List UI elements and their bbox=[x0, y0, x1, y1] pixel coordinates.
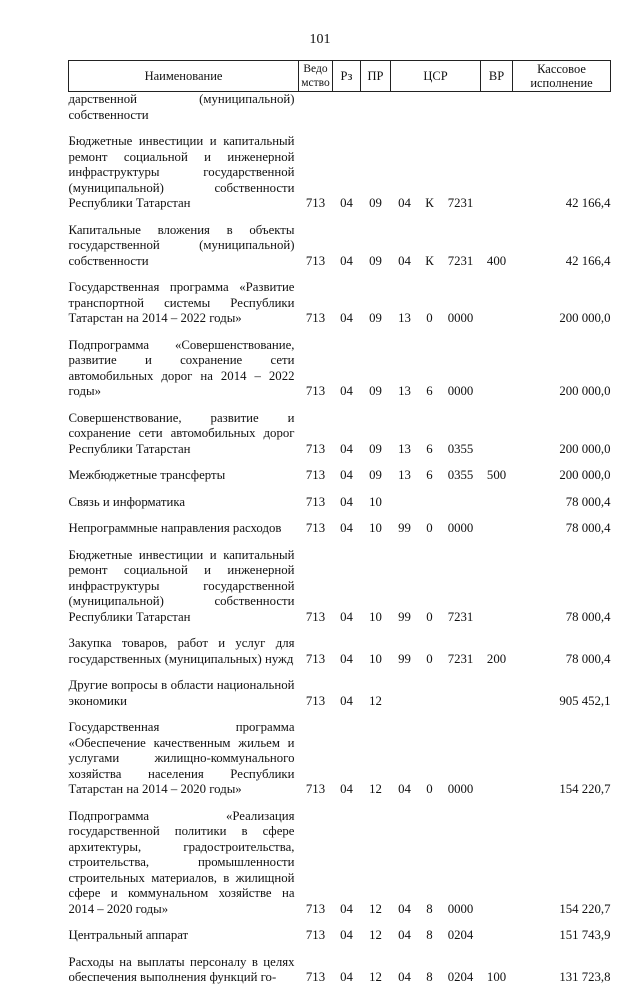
row-csr-subprogram: 6 bbox=[426, 441, 433, 456]
row-name: Совершенствование, развитие и сохранение сети автомобильных дорог Республики Татарстан bbox=[68, 410, 295, 456]
row-amount: 42 166,4 bbox=[565, 196, 611, 210]
row-vr bbox=[481, 134, 513, 217]
row-ved: 713 bbox=[305, 521, 326, 535]
row-csr-program: 99 bbox=[398, 521, 411, 535]
row-rz: 04 bbox=[340, 311, 353, 325]
row-amount: 905 452,1 bbox=[559, 693, 611, 708]
header-csr: ЦСР bbox=[391, 61, 481, 92]
row-rz: 04 bbox=[340, 521, 353, 535]
row-rz: 04 bbox=[340, 468, 353, 482]
row-amount bbox=[513, 92, 611, 129]
row-csr-program bbox=[391, 92, 419, 129]
row-amount: 154 220,7 bbox=[559, 782, 611, 796]
table-row bbox=[69, 411, 611, 463]
row-rz: 04 bbox=[340, 494, 353, 509]
table-row bbox=[69, 521, 611, 542]
table-row bbox=[69, 280, 611, 332]
table-row bbox=[69, 495, 611, 516]
row-rz: 04 bbox=[340, 651, 353, 666]
row-pr: 09 bbox=[369, 311, 382, 325]
row-name: Межбюджетные трансферты bbox=[68, 468, 226, 482]
table-header bbox=[69, 61, 611, 92]
table-row bbox=[69, 720, 611, 803]
row-ved: 713 bbox=[305, 311, 326, 325]
row-csr-subprogram: 6 bbox=[426, 384, 433, 398]
row-csr-subprogram bbox=[419, 495, 441, 516]
row-amount: 200 000,0 bbox=[559, 468, 611, 482]
row-csr-program: 13 bbox=[398, 468, 411, 482]
row-vr bbox=[481, 280, 513, 332]
row-ved: 713 bbox=[305, 651, 326, 666]
table-row bbox=[69, 338, 611, 405]
row-pr: 12 bbox=[369, 970, 382, 984]
row-ved: 713 bbox=[305, 441, 326, 456]
row-pr: 09 bbox=[369, 384, 382, 398]
row-rz: 04 bbox=[340, 609, 353, 624]
table-row bbox=[69, 636, 611, 672]
row-name: Расходы на выплаты персоналу в целях обеспечения выполнения функций го- bbox=[68, 954, 295, 984]
row-csr-program bbox=[391, 495, 419, 516]
table-body bbox=[69, 92, 611, 991]
row-rz: 04 bbox=[340, 384, 353, 398]
row-csr-subprogram bbox=[419, 678, 441, 714]
table-row bbox=[69, 223, 611, 275]
row-name: Закупка товаров, работ и услуг для государственных (муниципальных) нужд bbox=[68, 636, 295, 666]
row-csr-direction: 0000 bbox=[447, 384, 474, 398]
row-pr bbox=[361, 92, 391, 129]
row-csr-direction: 7231 bbox=[447, 651, 474, 666]
row-name: Государственная программа «Развитие транспортной системы Республики Татарстан на 2014 – 2022 годы» bbox=[68, 280, 295, 325]
table-row bbox=[69, 468, 611, 489]
row-csr-program: 04 bbox=[398, 196, 411, 210]
header-name: Наименование bbox=[69, 61, 299, 92]
row-pr: 12 bbox=[369, 693, 382, 708]
row-ved bbox=[299, 92, 333, 129]
row-amount: 42 166,4 bbox=[565, 253, 611, 268]
row-amount: 154 220,7 bbox=[559, 901, 611, 916]
row-csr-program: 04 bbox=[398, 901, 411, 916]
row-rz bbox=[333, 92, 361, 129]
header-vr: ВР bbox=[481, 61, 513, 92]
row-rz: 04 bbox=[340, 441, 353, 456]
row-vr bbox=[481, 338, 513, 405]
row-csr-subprogram: 6 bbox=[426, 468, 433, 482]
row-csr-subprogram: 0 bbox=[426, 311, 433, 325]
row-pr: 10 bbox=[369, 609, 382, 624]
row-csr-program: 04 bbox=[398, 928, 411, 942]
row-name: Непрограммные направления расходов bbox=[68, 521, 282, 535]
row-pr: 12 bbox=[369, 901, 382, 916]
row-csr-subprogram: 0 bbox=[426, 609, 433, 624]
row-name: Подпрограмма «Реализация государственной политики в сфере архитектуры, градостроительства, строительства, промышленности строительных материалов, в жилищной сфере и коммунальном хозяйстве на 2014 – 2020 годы» bbox=[68, 808, 295, 916]
row-csr-direction: 0000 bbox=[447, 311, 474, 325]
row-pr: 10 bbox=[369, 494, 382, 509]
row-rz: 04 bbox=[340, 196, 353, 210]
row-rz: 04 bbox=[340, 782, 353, 796]
row-csr-direction: 0355 bbox=[447, 441, 474, 456]
row-csr-direction: 0000 bbox=[447, 521, 474, 535]
table-row bbox=[69, 134, 611, 217]
row-csr-direction: 7231 bbox=[447, 196, 474, 210]
row-pr: 09 bbox=[369, 468, 382, 482]
row-amount: 151 743,9 bbox=[559, 928, 611, 942]
row-vr: 500 bbox=[486, 468, 507, 482]
row-rz: 04 bbox=[340, 901, 353, 916]
row-ved: 713 bbox=[305, 253, 326, 268]
row-name: дарственной (муниципальной) собственности bbox=[68, 92, 295, 122]
row-name: Государственная программа «Обеспечение качественным жильем и услугами жилищно-коммунального хозяйства населения Республики Татарстан на 2014 – 2020 годы» bbox=[68, 720, 295, 796]
row-vr bbox=[481, 92, 513, 129]
row-ved: 713 bbox=[305, 782, 326, 796]
row-vr bbox=[481, 928, 513, 949]
row-pr: 12 bbox=[369, 782, 382, 796]
row-vr: 400 bbox=[486, 253, 507, 268]
row-vr bbox=[481, 720, 513, 803]
table-row bbox=[69, 548, 611, 631]
row-ved: 713 bbox=[305, 928, 326, 942]
row-vr bbox=[481, 411, 513, 463]
row-amount: 200 000,0 bbox=[559, 441, 611, 456]
row-rz: 04 bbox=[340, 928, 353, 942]
row-csr-program: 99 bbox=[398, 609, 411, 624]
budget-table bbox=[68, 60, 611, 991]
row-name: Подпрограмма «Совершенствование, развитие и сохранение сети автомобильных дорог на 2014 – 2022 годы» bbox=[68, 337, 295, 398]
table-row bbox=[69, 955, 611, 991]
row-csr-subprogram: 0 bbox=[426, 651, 433, 666]
row-csr-direction: 0204 bbox=[447, 928, 474, 942]
row-vr bbox=[481, 678, 513, 714]
row-csr-program: 13 bbox=[398, 384, 411, 398]
row-vr bbox=[481, 548, 513, 631]
row-amount: 78 000,4 bbox=[565, 609, 611, 624]
row-name: Бюджетные инвестиции и капитальный ремонт социальной и инженерной инфраструктуры государственной (муниципальной) собственности Республики Татарстан bbox=[68, 547, 295, 624]
row-csr-direction: 7231 bbox=[447, 609, 474, 624]
row-csr-program: 13 bbox=[398, 441, 411, 456]
row-csr-program: 04 bbox=[398, 970, 411, 984]
header-rz: Рз bbox=[333, 61, 361, 92]
row-amount: 131 723,8 bbox=[559, 970, 611, 984]
row-ved: 713 bbox=[305, 970, 326, 984]
row-csr-program bbox=[391, 678, 419, 714]
row-name: Капитальные вложения в объекты государственной (муниципальной) собственности bbox=[68, 222, 295, 268]
row-name: Другие вопросы в области национальной экономики bbox=[68, 678, 295, 708]
row-ved: 713 bbox=[305, 468, 326, 482]
row-ved: 713 bbox=[305, 384, 326, 398]
row-vr bbox=[481, 495, 513, 516]
row-pr: 09 bbox=[369, 441, 382, 456]
row-name: Связь и информатика bbox=[68, 494, 186, 509]
header-ved: Ведомство bbox=[299, 61, 333, 92]
row-name: Центральный аппарат bbox=[68, 928, 189, 942]
row-csr-subprogram: 8 bbox=[426, 970, 433, 984]
header-sum: Кассовое исполнение bbox=[513, 61, 611, 92]
row-ved: 713 bbox=[305, 196, 326, 210]
row-pr: 12 bbox=[369, 928, 382, 942]
header-pr: ПР bbox=[361, 61, 391, 92]
table-row bbox=[69, 678, 611, 714]
row-csr-direction bbox=[441, 495, 481, 516]
row-ved: 713 bbox=[305, 609, 326, 624]
row-ved: 713 bbox=[305, 693, 326, 708]
row-csr-direction: 0000 bbox=[447, 782, 474, 796]
row-csr-program: 04 bbox=[398, 782, 411, 796]
row-csr-subprogram: К bbox=[425, 196, 434, 210]
row-csr-subprogram: 0 bbox=[426, 782, 433, 796]
table-row bbox=[69, 928, 611, 949]
row-csr-direction: 7231 bbox=[447, 253, 474, 268]
row-pr: 10 bbox=[369, 521, 382, 535]
row-pr: 10 bbox=[369, 651, 382, 666]
row-csr-program: 99 bbox=[398, 651, 411, 666]
row-csr-direction: 0204 bbox=[447, 970, 474, 984]
row-csr-direction bbox=[441, 92, 481, 129]
row-vr: 100 bbox=[486, 970, 507, 984]
row-amount: 78 000,4 bbox=[565, 494, 611, 509]
row-rz: 04 bbox=[340, 693, 353, 708]
row-vr bbox=[481, 521, 513, 542]
row-csr-subprogram: К bbox=[425, 253, 434, 268]
row-amount: 200 000,0 bbox=[559, 384, 611, 398]
page-number: 101 bbox=[309, 32, 331, 47]
row-csr-subprogram: 8 bbox=[426, 901, 433, 916]
row-ved: 713 bbox=[305, 901, 326, 916]
row-vr: 200 bbox=[486, 651, 507, 666]
row-amount: 78 000,4 bbox=[565, 521, 611, 535]
row-csr-subprogram: 0 bbox=[426, 521, 433, 535]
row-csr-subprogram: 8 bbox=[426, 928, 433, 942]
table-row bbox=[69, 92, 611, 129]
row-amount: 78 000,4 bbox=[565, 651, 611, 666]
row-pr: 09 bbox=[369, 196, 382, 210]
row-pr: 09 bbox=[369, 253, 382, 268]
row-ved: 713 bbox=[305, 494, 326, 509]
row-name: Бюджетные инвестиции и капитальный ремонт социальной и инженерной инфраструктуры государственной (муниципальной) собственности Республики Татарстан bbox=[68, 134, 295, 210]
row-csr-direction: 0000 bbox=[447, 901, 474, 916]
row-rz: 04 bbox=[340, 970, 353, 984]
row-rz: 04 bbox=[340, 253, 353, 268]
row-amount: 200 000,0 bbox=[559, 311, 611, 325]
row-csr-direction: 0355 bbox=[447, 468, 474, 482]
row-csr-program: 04 bbox=[398, 253, 411, 268]
row-csr-program: 13 bbox=[398, 311, 411, 325]
row-csr-subprogram bbox=[419, 92, 441, 129]
row-csr-direction bbox=[441, 678, 481, 714]
